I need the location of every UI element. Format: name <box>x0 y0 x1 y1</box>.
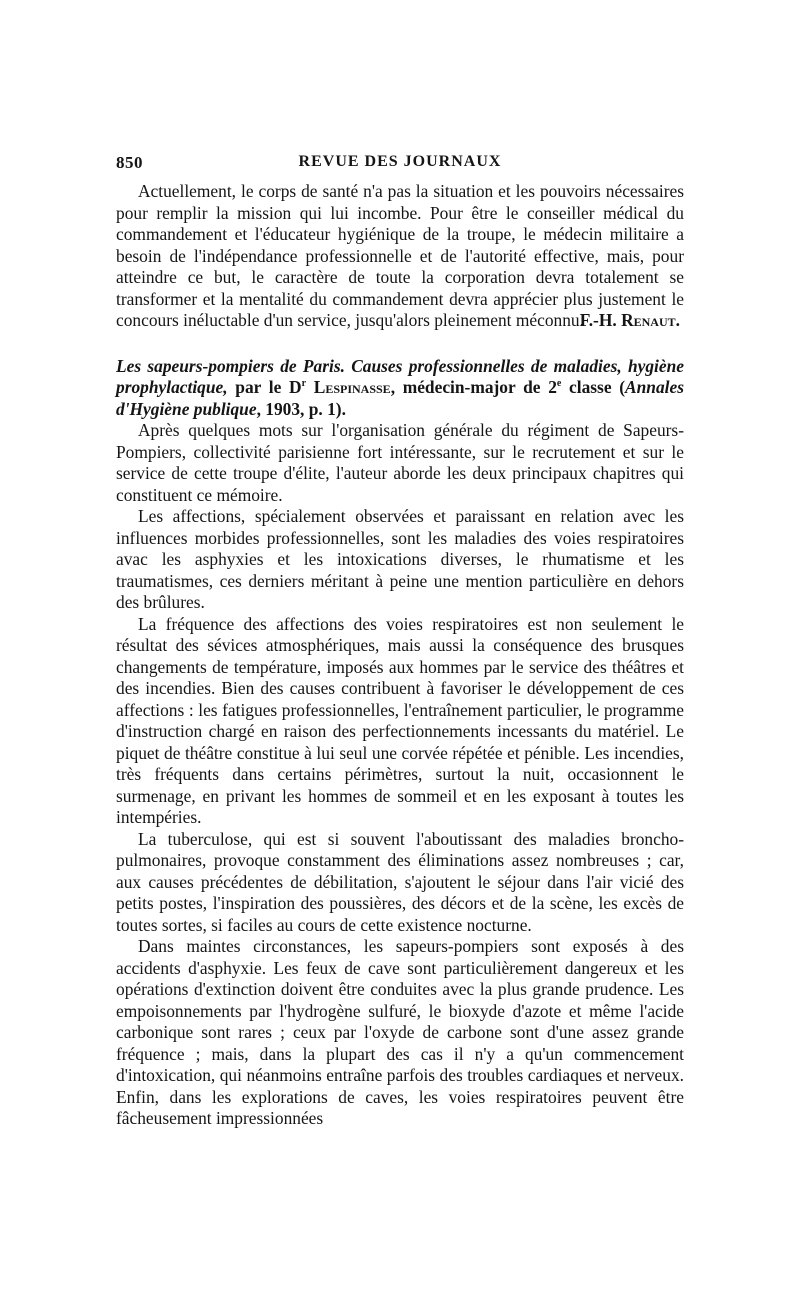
byline-prefix: par le D <box>227 377 302 397</box>
class-word: classe ( <box>561 377 626 397</box>
article-paragraph: Après quelques mots sur l'organisation générale du régiment de Sapeurs-Pompiers, collectivité parisienne fort intéressante, sur le recrutement et sur le service de cette troupe d'élite, l'auteur aborde les deux principaux chapitres qui constituent ce mémoire. <box>116 420 684 505</box>
article-author: Lespinasse <box>313 377 391 397</box>
page-number: 850 <box>116 153 143 172</box>
article-paragraph: La fréquence des affections des voies respiratoires est non seulement le résultat des sévices atmosphériques, mais aussi la conséquence des brusques changements de température, imposés aux hommes par le service des théâtres et des incendies. Bien des causes contribuent à favoriser le développement de ces affections : les fatigues professionnelles, l'entraînement particulier, le programme d'instruction chargé en raison des perfectionnements incessants du matériel. Le piquet de théâtre constitue à lui seul une corvée répétée et pénible. Les incendies, très fréquents dans certains périmètres, surtout la nuit, occasionnent le surmenage, en privant les hommes de sommeil et en les exposant à toutes les intempéries. <box>116 613 684 827</box>
page-header <box>116 153 684 177</box>
class-number: 2 <box>548 377 557 397</box>
previous-article-text: Actuellement, le corps de santé n'a pas la situation et les pouvoirs nécessaires pour remplir la mission qui lui incombe. Pour être le conseiller médical du commandement et l'éducateur hygiénique de la troupe, le médecin militaire a besoin de l'indépendance professionnelle et de l'autorité effective, mais, pour atteindre ce but, le caractère de toute la corporation devra totalement se transformer et la mentalité du commandement devra apprécier plus justement le concours inéluctable d'un service, jusqu'alors pleinement méconnu. <box>116 181 684 330</box>
signature: F.-H. Renaut. <box>579 310 680 330</box>
citation: , 1903, p. 1). <box>256 398 346 419</box>
byline-middle: , médecin-major de <box>390 377 549 397</box>
previous-article-closing-paragraph <box>116 181 684 332</box>
running-title: REVUE DES JOURNAUX <box>298 153 502 170</box>
article-paragraph: Dans maintes circonstances, les sapeurs-pompiers sont exposés à des accidents d'asphyxie. Les feux de cave sont particulièrement dangereux et les opérations d'extinction doivent être conduites avec la plus grande prudence. Les empoisonnements par l'hydrogène sulfuré, le bioxyde d'azote et même l'acide carbonique sont rares ; ceux par l'oxyde de carbone sont d'une assez grande fréquence ; mais, dans la plupart des cas il n'y a qu'un commencement d'intoxication, qui néanmoins entraîne parfois des troubles cardiaques et nerveux. Enfin, dans les explorations de caves, les voies respiratoires peuvent être fâcheusement impressionnées <box>116 936 684 1128</box>
journal-name: Annales d'Hygiène publique <box>116 377 684 419</box>
article-heading <box>116 356 684 421</box>
class-superscript: e <box>556 378 562 390</box>
byline-superscript: r <box>301 378 307 390</box>
article-paragraph: Les affections, spécialement observées et paraissant en relation avec les influences morbides professionnelles, sont les maladies des voies respiratoires avac les asphyxies et les intoxications diverses, le rhumatisme et les traumatismes, ces derniers méritant à peine une mention particulière en dehors des brûlures. <box>116 506 684 612</box>
body-text <box>116 181 684 1130</box>
article-paragraph: La tuberculose, qui est si souvent l'aboutissant des maladies broncho-pulmonaires, provoque constamment des éliminations assez nombreuses ; car, aux causes précédentes de débilitation, s'ajoutent le séjour dans l'air vicié des petits postes, l'inspiration des poussières, des décors et de la scène, les excès de toutes sortes, si faciles au cours de cette existence nocturne. <box>116 828 684 935</box>
article-title: Les sapeurs-pompiers de Paris. Causes professionnelles de maladies, hygiène prophylactique, <box>116 355 684 397</box>
